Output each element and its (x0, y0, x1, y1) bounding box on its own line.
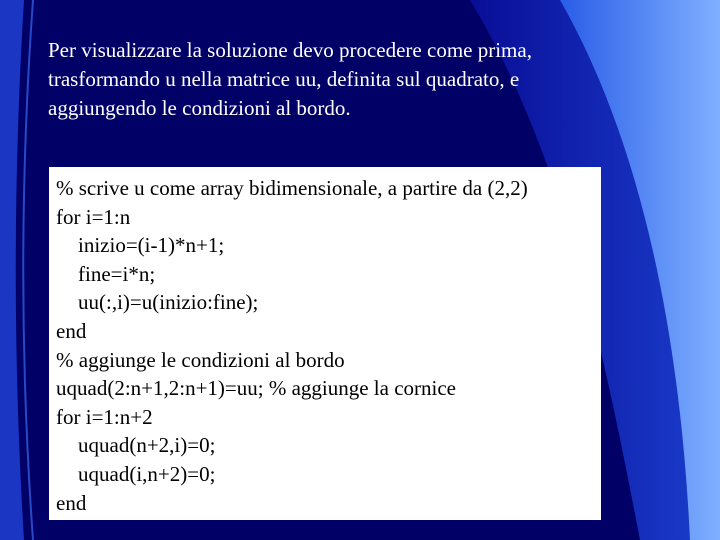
decor-arc-line (23, 0, 33, 540)
intro-line-3: aggiungendo le condizioni al bordo. (48, 96, 351, 120)
code-line-for-n2: for i=1:n+2 (56, 404, 153, 429)
intro-line-1: Per visualizzare la soluzione devo procedere come prima, (48, 38, 532, 62)
code-line-fine: fine=i*n; (78, 261, 156, 286)
code-line-uquad-col: uquad(i,n+2)=0; (78, 461, 216, 486)
intro-line-2: trasformando u nella matrice uu, definita sul quadrato, e (48, 67, 520, 91)
code-line-for-n: for i=1:n (56, 204, 131, 229)
code-line-uquad-row: uquad(n+2,i)=0; (78, 433, 216, 458)
decor-arc-left (0, 0, 24, 540)
code-line-uquad-assign: uquad(2:n+1,2:n+1)=uu; % aggiunge la cornice (56, 376, 457, 401)
code-line-uu-assign: uu(:,i)=u(inizio:fine); (78, 290, 259, 315)
code-line-end-2: end (56, 490, 87, 515)
code-line-comment-2d-array: % scrive u come array bidimensionale, a partire da (2,2) (56, 176, 528, 200)
code-box (49, 167, 601, 520)
intro-text (48, 36, 668, 123)
code-line-end-1: end (56, 318, 87, 343)
code-line-inizio: inizio=(i-1)*n+1; (78, 233, 225, 258)
code-line-comment-boundary: % aggiunge le condizioni al bordo (56, 347, 345, 372)
